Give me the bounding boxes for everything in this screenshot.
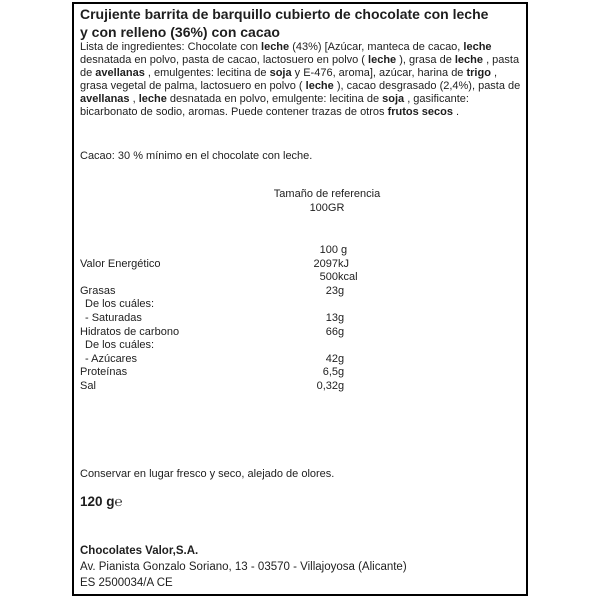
nutrient-unit: g: [338, 244, 348, 256]
nutrient-value: 23: [325, 284, 338, 297]
product-title-line-1: Crujiente barrita de barquillo cubierto de chocolate con leche: [80, 6, 489, 22]
manufacturer-address: Av. Pianista Gonzalo Soriano, 13 - 03570 - Villajoyosa (Alicante): [80, 561, 407, 573]
nutrition-row: [80, 380, 520, 394]
nutrient-value: 42: [325, 352, 338, 365]
nutrient-unit: g: [338, 352, 345, 365]
nutrient-label: - Saturadas: [85, 311, 142, 324]
product-title: [80, 6, 526, 41]
nutrient-value: 6,5: [322, 366, 338, 379]
nutrient-unit: kcal: [338, 271, 358, 284]
nutrient-label: De los cuáles:: [85, 298, 155, 311]
nutrient-unit: kJ: [338, 257, 349, 270]
nutrition-row: [80, 353, 520, 367]
nutrient-value: 2097: [313, 257, 338, 270]
nutrient-label: - Azúcares: [85, 352, 137, 365]
label-border-box: [72, 2, 528, 596]
nutrient-value: 13: [325, 311, 338, 324]
nutrient-label: De los cuáles:: [85, 339, 155, 352]
nutrient-unit: g: [338, 325, 345, 338]
manufacturer-name: Chocolates Valor,S.A.: [80, 545, 199, 557]
nutrient-unit: g: [338, 311, 345, 324]
nutrition-row: [80, 258, 520, 272]
serving-size-block: [227, 188, 427, 215]
nutrition-row: [80, 285, 520, 299]
nutrition-table: [80, 244, 520, 394]
nutrition-row: [80, 271, 520, 285]
net-weight: 120 g℮: [80, 494, 123, 509]
nutrient-value: 100: [319, 244, 338, 256]
manufacturer-block: [80, 543, 526, 591]
nutrient-label: Sal: [80, 379, 96, 392]
nutrient-label: Proteínas: [80, 366, 128, 379]
nutrient-unit: g: [338, 284, 345, 297]
nutrition-row: [80, 312, 520, 326]
nutrition-row: [80, 244, 520, 258]
nutrient-label: Grasas: [80, 284, 116, 297]
nutrient-unit: g: [338, 379, 345, 392]
nutrition-row: [80, 366, 520, 380]
nutrient-value: 66: [325, 325, 338, 338]
cacao-minimum-note: Cacao: 30 % mínimo en el chocolate con leche.: [80, 150, 313, 162]
serving-size-value: 100GR: [309, 201, 345, 214]
nutrition-row: [80, 339, 520, 353]
manufacturer-registration: ES 2500034/A CE: [80, 577, 173, 589]
ingredients-text: Lista de ingredientes: Chocolate con leche (43%) [Azúcar, manteca de cacao, leche desnatada en polvo, pasta de cacao, lactosuero en polvo ( leche ), grasa de leche , pasta de avellanas , emulgentes: lecitina de soja y E-476, aroma], azúcar, harina de trigo , grasa vegetal de palma, lactosuero en polvo ( leche ), cacao desgrasado (2,4%), pasta de avellanas , leche desnatada en polvo, emulgente: lecitina de soja , gasificante: bicarbonato de sodio, aromas. Puede contener trazas de otros frutos secos .: [80, 41, 521, 119]
nutrient-value: 500: [319, 271, 338, 284]
product-title-line-2: y con relleno (36%) con cacao: [80, 23, 280, 40]
nutrient-label: Valor Energético: [80, 257, 161, 270]
storage-note: Conservar en lugar fresco y seco, alejado de olores.: [80, 468, 335, 480]
nutrient-unit: g: [338, 366, 345, 379]
nutrition-row: [80, 298, 520, 312]
nutrient-value: 0,32: [316, 379, 338, 392]
nutrition-row: [80, 326, 520, 340]
serving-size-label: Tamaño de referencia: [273, 188, 381, 200]
nutrient-label: Hidratos de carbono: [80, 325, 180, 338]
